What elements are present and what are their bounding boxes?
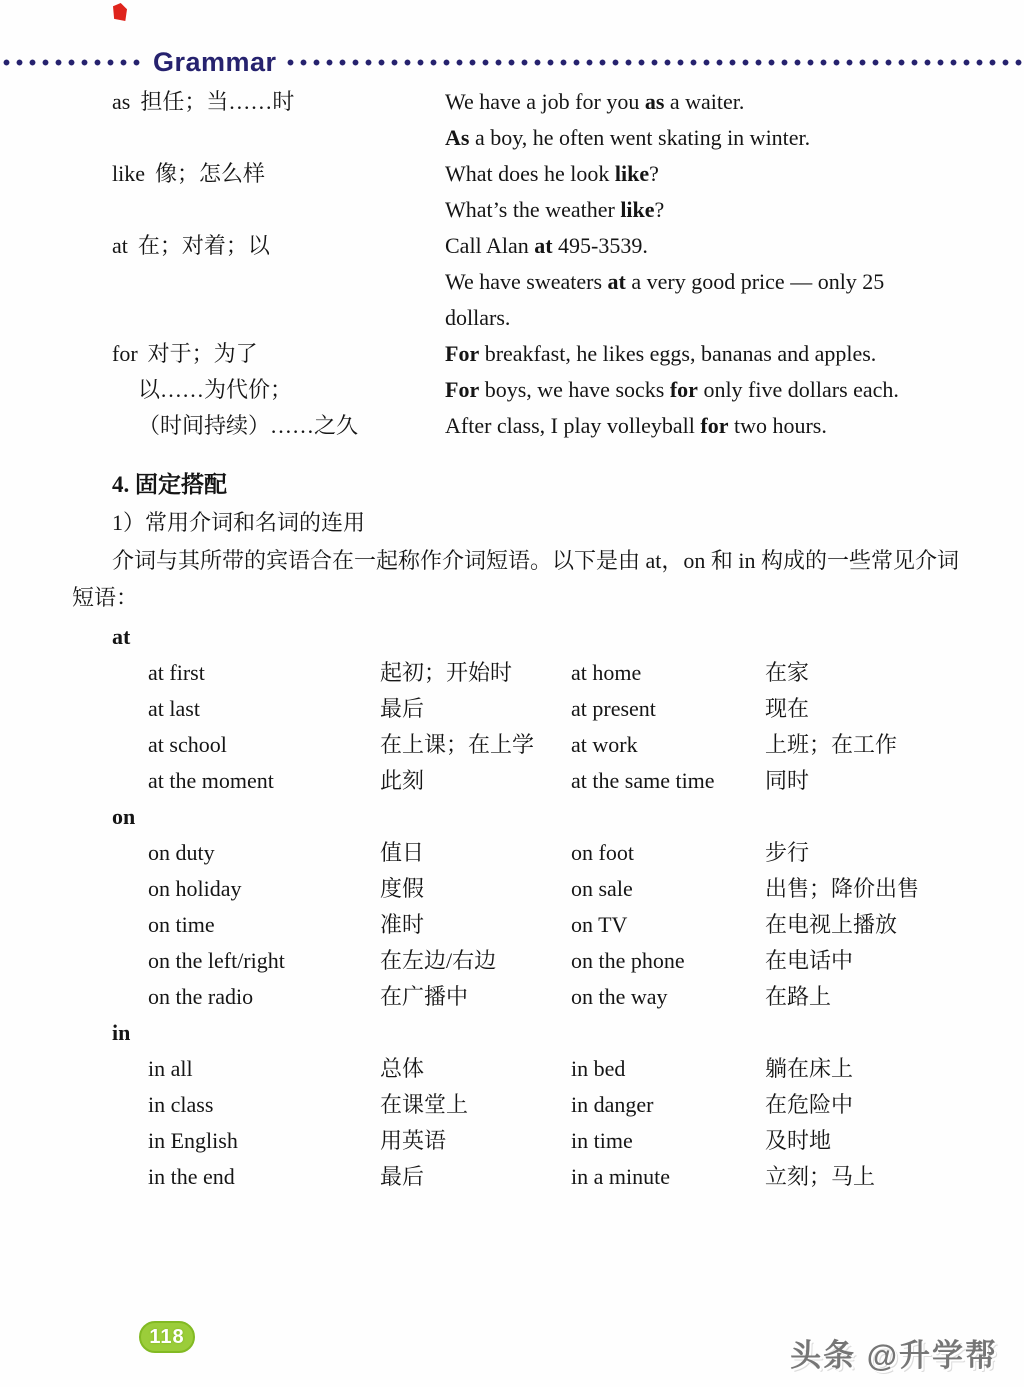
phrase-en: in time [571, 1128, 633, 1153]
phrase-en: at last [148, 696, 200, 721]
usage-row [112, 84, 992, 120]
collocation-group [112, 799, 972, 1015]
phrase-en: in danger [571, 1092, 654, 1117]
usage-row [112, 120, 992, 156]
preposition-meaning-cell [112, 300, 445, 336]
phrase-en: in English [148, 1128, 238, 1153]
section-subheading: 1）常用介词和名词的连用 [112, 510, 366, 535]
collocation-row [112, 691, 972, 727]
collocation-row [112, 907, 972, 943]
example-sentence: After class, I play volleyball for two hours. [445, 413, 827, 438]
phrase-en: on holiday [148, 876, 242, 901]
phrase-en: on TV [571, 912, 628, 937]
collocation-row [112, 871, 972, 907]
phrase-en: in the end [148, 1164, 235, 1189]
phrase-meaning-zh: 在危险中 [765, 1092, 854, 1117]
phrase-en: in class [148, 1092, 214, 1117]
preposition-meaning-cell [112, 156, 445, 192]
usage-row [112, 264, 992, 300]
usage-row [112, 372, 992, 408]
preposition-meaning-zh: （时间持续）……之久 [138, 413, 359, 438]
preposition-word: like [112, 161, 145, 186]
collocation-row [112, 727, 972, 763]
phrase-en: on the radio [148, 984, 254, 1009]
red-print-mark-icon [113, 3, 127, 21]
preposition-meaning-zh: 担任；当……时 [140, 89, 295, 114]
grammar-section-header [0, 48, 1024, 76]
phrase-en: on time [148, 912, 215, 937]
phrase-meaning-zh: 度假 [380, 876, 425, 901]
phrase-meaning-zh: 准时 [380, 912, 425, 937]
collocation-row [112, 835, 972, 871]
phrase-meaning-zh: 在电视上播放 [765, 912, 898, 937]
preposition-meaning-cell [112, 84, 445, 120]
phrase-meaning-zh: 在广播中 [380, 984, 469, 1009]
phrase-en: in all [148, 1056, 193, 1081]
page-number-badge: 118 [139, 1321, 195, 1353]
example-sentence: What does he look like? [445, 161, 659, 186]
preposition-usage-table [112, 84, 992, 444]
page-title: Grammar [153, 46, 277, 77]
collocation-row [112, 763, 972, 799]
example-sentence: For breakfast, he likes eggs, bananas and apples. [445, 341, 877, 366]
phrase-meaning-zh: 躺在床上 [765, 1056, 854, 1081]
preposition-meaning-cell [112, 372, 445, 408]
phrase-en: at the same time [571, 768, 715, 793]
phrase-meaning-zh: 总体 [380, 1056, 425, 1081]
phrase-en: on duty [148, 840, 215, 865]
collocation-row [112, 1123, 972, 1159]
phrase-meaning-zh: 步行 [765, 840, 810, 865]
section-heading: 4. 固定搭配 [112, 472, 227, 497]
example-sentence: dollars. [445, 305, 511, 330]
example-sentence: Call Alan at 495-3539. [445, 233, 648, 258]
preposition-meaning-cell [112, 336, 445, 372]
preposition-meaning-cell [112, 228, 445, 264]
phrase-meaning-zh: 最后 [380, 696, 425, 721]
phrase-meaning-zh: 在路上 [765, 984, 832, 1009]
collocation-group [112, 1015, 972, 1195]
phrase-en: at first [148, 660, 205, 685]
phrase-meaning-zh: 及时地 [765, 1128, 832, 1153]
collocation-row [112, 1051, 972, 1087]
preposition-meaning-cell [112, 192, 445, 228]
preposition-word: at [112, 233, 128, 258]
phrase-en: at home [571, 660, 642, 685]
collocation-tables [112, 619, 972, 1195]
phrase-meaning-zh: 现在 [765, 696, 810, 721]
dotted-rule-left [0, 59, 146, 66]
preposition-meaning-cell [112, 408, 445, 444]
phrase-en: on sale [571, 876, 633, 901]
usage-row [112, 228, 992, 264]
collocation-rows [112, 1051, 972, 1195]
collocation-row [112, 655, 972, 691]
preposition-meaning-zh: 像；怎么样 [155, 161, 266, 186]
collocation-rows [112, 835, 972, 1015]
preposition-meaning-cell [112, 120, 445, 156]
phrase-meaning-zh: 此刻 [380, 768, 425, 793]
fixed-collocation-section [72, 466, 962, 616]
phrase-meaning-zh: 立刻；马上 [765, 1164, 876, 1189]
phrase-meaning-zh: 出售；降价出售 [765, 876, 920, 901]
watermark-text: 头条 @升学帮 [790, 1338, 998, 1373]
section-paragraph: 介词与其所带的宾语合在一起称作介词短语。以下是由 at，on 和 in 构成的一些常见介词短语： [72, 548, 959, 610]
collocation-group-title: on [112, 804, 136, 829]
phrase-meaning-zh: 在左边/右边 [380, 948, 497, 973]
phrase-en: at the moment [148, 768, 274, 793]
phrase-meaning-zh: 值日 [380, 840, 425, 865]
phrase-en: at present [571, 696, 656, 721]
phrase-meaning-zh: 在课堂上 [380, 1092, 469, 1117]
collocation-rows [112, 655, 972, 799]
phrase-en: on foot [571, 840, 634, 865]
phrase-meaning-zh: 最后 [380, 1164, 425, 1189]
preposition-word: as [112, 89, 131, 114]
phrase-meaning-zh: 用英语 [380, 1128, 447, 1153]
collocation-group [112, 619, 972, 799]
collocation-row [112, 979, 972, 1015]
phrase-en: in a minute [571, 1164, 670, 1189]
phrase-meaning-zh: 在家 [765, 660, 810, 685]
phrase-meaning-zh: 起初；开始时 [380, 660, 513, 685]
phrase-meaning-zh: 上班；在工作 [765, 732, 898, 757]
collocation-group-title: in [112, 1020, 131, 1045]
preposition-word: for [112, 341, 138, 366]
example-sentence: For boys, we have socks for only five dollars each. [445, 377, 899, 402]
phrase-en: at work [571, 732, 638, 757]
phrase-en: in bed [571, 1056, 626, 1081]
example-sentence: As a boy, he often went skating in winter. [445, 125, 811, 150]
preposition-meaning-cell [112, 264, 445, 300]
collocation-row [112, 1087, 972, 1123]
preposition-meaning-zh: 以……为代价； [138, 377, 293, 402]
preposition-meaning-zh: 在；对着；以 [137, 233, 270, 258]
phrase-meaning-zh: 在电话中 [765, 948, 854, 973]
collocation-row [112, 943, 972, 979]
phrase-meaning-zh: 同时 [765, 768, 810, 793]
collocation-row [112, 1159, 972, 1195]
phrase-en: on the way [571, 984, 668, 1009]
example-sentence: We have sweaters at a very good price — only 25 [445, 269, 885, 294]
usage-row [112, 300, 992, 336]
dotted-rule-right [284, 59, 1024, 66]
usage-row [112, 408, 992, 444]
phrase-meaning-zh: 在上课；在上学 [380, 732, 535, 757]
example-sentence: We have a job for you as a waiter. [445, 89, 745, 114]
usage-row [112, 336, 992, 372]
phrase-en: at school [148, 732, 227, 757]
phrase-en: on the left/right [148, 948, 285, 973]
usage-row [112, 156, 992, 192]
example-sentence: What’s the weather like? [445, 197, 665, 222]
collocation-group-title: at [112, 624, 131, 649]
preposition-meaning-zh: 对于；为了 [147, 341, 258, 366]
usage-row [112, 192, 992, 228]
phrase-en: on the phone [571, 948, 685, 973]
